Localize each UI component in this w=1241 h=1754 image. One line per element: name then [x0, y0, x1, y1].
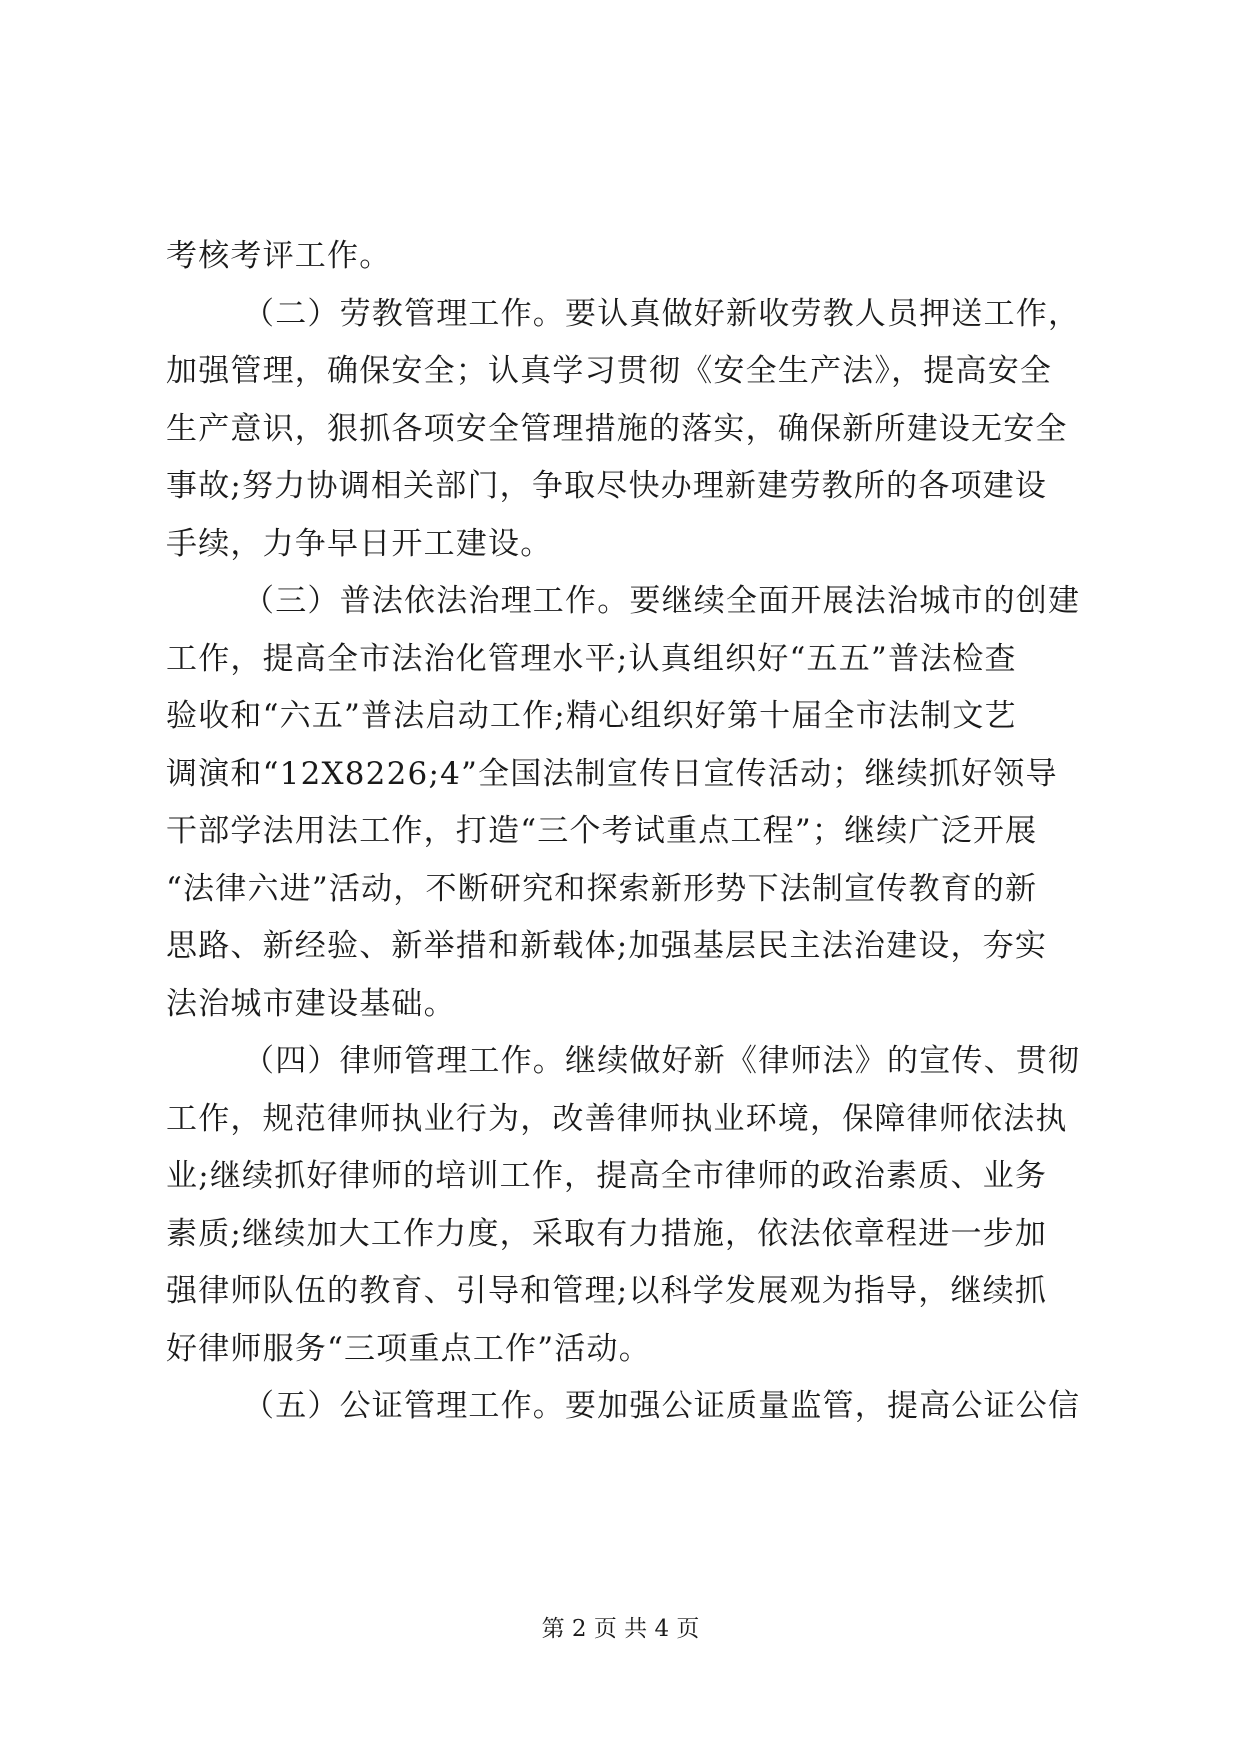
text-line: 加强管理，确保安全；认真学习贯彻《安全生产法》，提高安全: [166, 353, 1053, 389]
text-line: 法治城市建设基础。: [166, 985, 456, 1022]
text-line: 工作，提高全市法治化管理水平;认真组织好“五五”普法检查: [166, 640, 1017, 677]
text-line: “法律六进”活动，不断研究和探索新形势下法制宣传教育的新: [166, 870, 1038, 907]
text-line: （五）公证管理工作。要加强公证质量监管，提高公证公信: [243, 1388, 1081, 1424]
text-line: 验收和“六五”普法启动工作;精心组织好第十届全市法制文艺: [166, 698, 1017, 734]
text-line: 素质;继续加大工作力度，采取有力措施，依法依章程进一步加: [166, 1215, 1048, 1252]
text-line: （三）普法依法治理工作。要继续全面开展法治城市的创建: [243, 583, 1081, 619]
text-line: 思路、新经验、新举措和新载体;加强基层民主法治建设，夯实: [166, 928, 1048, 964]
document-body: [166, 228, 1086, 1436]
text-line: 调演和“12X8226;4”全国法制宣传日宣传活动；继续抓好领导: [166, 755, 1058, 792]
text-line: 业;继续抓好律师的培训工作，提高全市律师的政治素质、业务: [166, 1158, 1048, 1194]
page-footer: [0, 1610, 1241, 1643]
text-line: 好律师服务“三项重点工作”活动。: [166, 1330, 651, 1367]
text-line: 事故;努力协调相关部门，争取尽快办理新建劳教所的各项建设: [166, 468, 1048, 504]
text-line: 考核考评工作。: [166, 238, 392, 274]
text-line: （二）劳教管理工作。要认真做好新收劳教人员押送工作，: [243, 295, 1081, 332]
text-line: 手续，力争早日开工建设。: [166, 525, 553, 562]
text-line: 强律师队伍的教育、引导和管理;以科学发展观为指导，继续抓: [166, 1273, 1048, 1309]
page-number-label: 第 2 页 共 4 页: [541, 1616, 700, 1642]
text-line: 干部学法用法工作，打造“三个考试重点工程”；继续广泛开展: [166, 813, 1038, 849]
text-line: 工作，规范律师执业行为，改善律师执业环境，保障律师依法执: [166, 1100, 1068, 1137]
text-line: （四）律师管理工作。继续做好新《律师法》的宣传、贯彻: [243, 1043, 1081, 1079]
text-line: 生产意识，狠抓各项安全管理措施的落实，确保新所建设无安全: [166, 410, 1068, 447]
